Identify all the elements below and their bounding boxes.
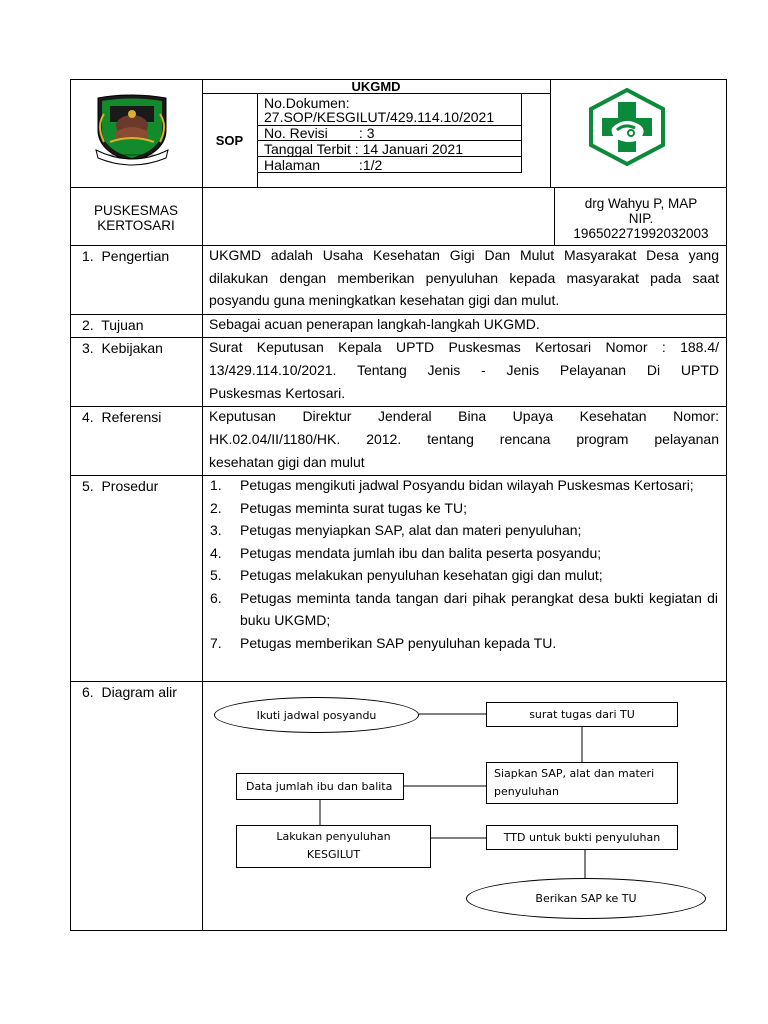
pengertian-line-3: posyandu guna meningkatkan kesehatan gigi dan mulut. (209, 292, 560, 308)
signer-name: drg Wahyu P, MAP (584, 196, 698, 211)
sop-label: SOP (215, 133, 244, 148)
step-number: 5. (210, 567, 222, 583)
flow-node-ttd (486, 825, 678, 850)
no-dokumen-value: 27.SOP/KESGILUT/429.114.10/2021 (264, 109, 495, 125)
section-label-kebijakan: 3. Kebijakan (82, 340, 163, 356)
referensi-line-2: HK.02.04/II/1180/HK. 2012. tentang rencana program pelayanan (209, 431, 719, 447)
halaman: Halaman :1/2 (264, 157, 383, 173)
pengertian-line-2: dilakukan dengan memberikan penyuluhan kepada masyarakat pada saat (209, 270, 719, 286)
section-label-referensi: 4. Referensi (82, 409, 162, 425)
step-text: Petugas meminta surat tugas ke TU; (240, 499, 467, 516)
kebijakan-line-1: Surat Keputusan Kepala UPTD Puskesmas Kertosari Nomor : 188.4/ (209, 339, 719, 355)
flow-node-label: KESGILUT (306, 848, 361, 861)
flow-node-lakukan-penyuluhan (236, 825, 431, 868)
step-number: 7. (210, 634, 222, 651)
nip-label: NIP. (628, 211, 654, 226)
flow-node-label: penyuluhan (494, 785, 559, 798)
referensi-line-1: Keputusan Direktur Jenderal Bina Upaya Kesehatan Nomor: (209, 408, 719, 424)
section-label-diagram: 6. Diagram alir (82, 684, 177, 700)
flow-node-label: Siapkan SAP, alat dan materi (494, 767, 655, 780)
step-number: 1. (210, 477, 222, 493)
flow-node-label: Data jumlah ibu dan balita (246, 780, 393, 793)
flow-node-siapkan-sap (486, 762, 678, 804)
section-label-tujuan: 2. Tujuan (82, 317, 144, 333)
flow-node-berikan-sap (466, 878, 706, 919)
step-number: 6. (210, 589, 222, 606)
flow-node-data-jumlah (236, 773, 404, 800)
pengertian-line-1: UKGMD adalah Usaha Kesehatan Gigi Dan Mulut Masyarakat Desa yang (209, 247, 719, 263)
step-number: 3. (210, 522, 222, 538)
org-name-line1: PUSKESMAS (93, 203, 179, 218)
no-dokumen-label: No.Dokumen: (264, 95, 350, 111)
step-text: Petugas meminta tanda tangan dari pihak perangkat desa bukti kegiatan di buku UKGMD; (240, 589, 718, 628)
referensi-line-3: kesehatan gigi dan mulut (209, 454, 365, 470)
step-text: Petugas melakukan penyuluhan kesehatan gigi dan mulut; (240, 567, 603, 583)
step-text: Petugas mendata jumlah ibu dan balita peserta posyandu; (240, 544, 602, 561)
flow-node-label: Berikan SAP ke TU (535, 892, 637, 905)
kebijakan-line-3: Puskesmas Kertosari. (209, 385, 346, 401)
tujuan-text: Sebagai acuan penerapan langkah-langkah UKGMD. (209, 316, 540, 332)
flow-node-label: surat tugas dari TU (529, 708, 635, 721)
step-text: Petugas memberikan SAP penyuluhan kepada TU. (240, 634, 557, 651)
section-label-pengertian: 1. Pengertian (82, 248, 170, 264)
org-name-line2: KERTOSARI (97, 218, 175, 233)
kebijakan-line-2: 13/429.114.10/2021. Tentang Jenis - Jenis Pelayanan Di UPTD (209, 362, 719, 378)
section-label-prosedur: 5. Prosedur (82, 478, 159, 494)
step-number: 4. (210, 544, 222, 561)
step-number: 2. (210, 499, 222, 516)
no-revisi: No. Revisi : 3 (264, 125, 375, 141)
step-text: Petugas mengikuti jadwal Posyandu bidan wilayah Puskesmas Kertosari; (240, 477, 694, 493)
document-title: UKGMD (351, 79, 401, 94)
flow-node-label: Ikuti jadwal posyandu (256, 708, 377, 722)
flow-node-label: Lakukan penyuluhan (276, 830, 391, 843)
nip-value: 196502271992032003 (573, 226, 709, 241)
step-text: Petugas menyiapkan SAP, alat dan materi penyuluhan; (240, 522, 582, 538)
flow-node-ikuti-jadwal (214, 697, 419, 733)
tanggal-terbit: Tanggal Terbit : 14 Januari 2021 (264, 141, 463, 157)
flow-node-surat-tugas (486, 702, 678, 727)
flow-node-label: TTD untuk bukti penyuluhan (503, 831, 661, 844)
